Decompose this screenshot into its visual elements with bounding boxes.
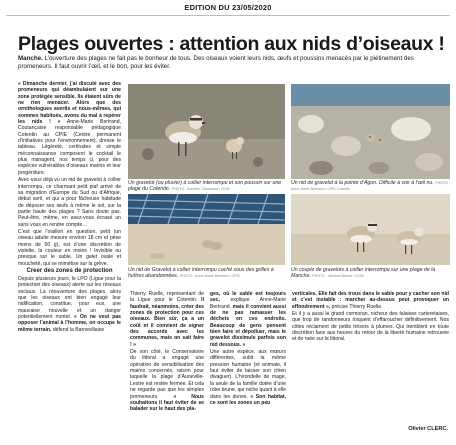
column-3 bbox=[210, 291, 286, 425]
photo-plover-couple bbox=[291, 194, 450, 265]
col3-p2-bold: « Son habitat, ce sont les zones un peu bbox=[210, 393, 286, 406]
col4-p1 bbox=[292, 291, 449, 310]
col1-p1-bold: « Dimanche dernier, j’ai discuté avec des promeneurs qui déambulaient sur une zone protégée sensible. Ils étaient sûrs de ne rien menacer. Alors que des ornithologues avertis et nous-mêmes, qui sommes habitués, avons du mal à repérer les nids ! » bbox=[18, 81, 121, 126]
photo-1-caption bbox=[128, 180, 285, 192]
column-4 bbox=[292, 291, 449, 421]
col4-p1-text: précise Thierry Ruelle. bbox=[330, 303, 383, 310]
col1-p4-text: Depuis plusieurs jours, le LPO (Ligue pour la protection des oiseaux) alerte sur les réseaux sociaux. La réouverture des plages, alors que les oiseaux ont bien engagé leur nidification, constitue, pour eux, une mauvaise nouvelle et un danger potentiellement mortel. bbox=[18, 275, 121, 321]
col1-p1-rest: Anne-Marie Bertrand, Coutançaise responsable pédagogique Cotentin au CPIE (Centre permanent d’initiatives pour l’environnement), dresse le tableau. Légèreté, certitudes et simple méconnaissance composent le cocktail le plus managent, nos temps ci, pour des espèces vulnérables d’oiseaux marins et leur progéniture. bbox=[18, 119, 121, 176]
lead-place: Manche. bbox=[18, 55, 43, 62]
col2-p1 bbox=[130, 291, 204, 348]
lead-text: L’ouverture des plages ne fait pas le bonheur de tous. Des oiseaux voient leurs nids, œufs et poussins menacés par le piétinement des promeneurs. Il faut ouvrir l’œil, et le bon, pour les éviter. bbox=[18, 55, 414, 71]
photo-1-caption-text: Un gravelot (ou pluvier) à collier interrompu et son poussin sur une plage du Cotentin. bbox=[128, 180, 282, 193]
column-1 bbox=[18, 81, 121, 425]
photo-2-caption-text: Un nid de gravelot à la pointe d’Agon. Difficile à voir à l’œil nu. bbox=[291, 180, 434, 186]
header-rule bbox=[6, 15, 450, 16]
col3-p1-bold: ges, où le sable est toujours sec, bbox=[210, 291, 286, 304]
headline: Plages ouvertes : attention aux nids d’oiseaux ! bbox=[18, 33, 445, 55]
photo-2-credit: PHOTO : Anne-Marie Bertrand / CPIE Cotentin bbox=[291, 181, 450, 192]
col3-p2-text: Une autre espèce, aux mœurs différentes, subit la même pression humaine (et animale, il faut éviter de laisser son chien divaguer). L’hirondelle de mage, la seule de la famille dotée d’une robe brune, qui niche quant à elle dans les dunes. bbox=[210, 349, 286, 400]
photo-3-caption-text: Un nid de Gravelot à collier interrompu caché sous des grilles à huîtres abandonnées. bbox=[128, 267, 274, 280]
col2-p2 bbox=[130, 349, 204, 412]
author-signature: Olivier CLERC. bbox=[408, 426, 448, 432]
photo-plover-with-chick bbox=[128, 84, 285, 179]
lead-paragraph bbox=[18, 55, 450, 71]
col1-p4 bbox=[18, 276, 121, 333]
col1-p4-bold: « On ne veut pas opposer l’animal à l’homme, on occupe le même terrain, bbox=[18, 314, 121, 333]
photo-oyster-grids bbox=[128, 194, 285, 265]
col2-p1-text: Thierry Ruelle, représentant de la Ligue pour le Cotentin. bbox=[130, 291, 204, 304]
col1-p2: Avec-vous déjà vu un nid de gravelot à collier interrompu, ce charmant petit piaf arrivé de sa migration d’Europe du Sud ou d’Afrique, début avril, et qui a pour fâcheuse habitude de déposer ses œufs à même le sol, sur la partie haute des plages ? Sans doute pas. Peut-être, même, en avez-vous écrasé un sans vous en rendre compte… bbox=[18, 177, 121, 228]
col2-p1-bold: Il faudrait, néanmoins, créer des zones de protection pour ces oiseaux. Bien sûr, ça a un coût et il convient de signer des accords avec les communes, mais on sait faire ! » bbox=[130, 297, 204, 348]
col2-p2-text: De son côté, le Conservatoire du littoral a engagé une opération de sensibilisation des maires concernés, raison pour laquelle la plage d’Auneville-Lestre est restée fermée. Et cela ne regarde pas que les simples promeneurs. bbox=[130, 349, 204, 400]
photo-nest-pebbles bbox=[291, 84, 450, 179]
column-2 bbox=[130, 291, 204, 425]
photo-2-caption bbox=[291, 180, 450, 192]
photo-3-caption bbox=[128, 267, 285, 279]
photo-4-caption-text: Un couple de gravelots à collier interrompu sur une plage de la Manche. bbox=[291, 267, 436, 280]
col4-p2: Et il y a aussi le grand cormoran, nicheur des falaises carteretaises, que trop de randonneurs risquent d’effaroucher définitivement. Nos côtes réclament de petits trésors à plumes. Qui tremblent en toute discrétion face aux heures du retour de la liberté humaine retrouvée et de ruée sur le littoral. bbox=[292, 311, 449, 343]
edition-date: EDITION DU 23/05/2020 bbox=[184, 3, 272, 12]
col3-p2 bbox=[210, 349, 286, 406]
col1-p4-end: défend la Barnevillaise bbox=[51, 326, 105, 333]
col3-p1-bold2: mais il convient aussi de ne pas ramasser les déchets en ces endroits. Beaucoup de gens pensent bien faire et dépolluer, mais le gravelot dissimule parfois son nid dessous. » bbox=[210, 303, 286, 348]
col1-p3: C’est que l’oisillon en question, petit (un oiseau adulte mesure environ 18 cm et pèse moins de 50 g), est d’une discrétion de violette, la couleur en moins ! Invisible ou presque sur le sable. Un galet ovale et moucheté, qui se mimétise sur la grève. bbox=[18, 228, 121, 267]
col2-p2-bold: « Nous souhaitons il faut éviter de se balader sur le haut des pla- bbox=[130, 393, 204, 413]
col3-p1-text: explique Anne-Marie Bertrand, bbox=[210, 297, 286, 310]
col1-subhead: Creer des zones de protection bbox=[26, 267, 113, 274]
photo-3-credit: PHOTO : Anne-Marie Bertrand / CPIE bbox=[179, 274, 240, 279]
photo-4-caption bbox=[291, 267, 450, 279]
col1-p1 bbox=[18, 81, 121, 176]
photo-1-credit: PHOTO : Aurelien Cloussand / GON bbox=[171, 187, 230, 192]
photo-4-credit: PHOTO : Maxime Brunet / GON bbox=[312, 274, 364, 279]
col3-p1 bbox=[210, 291, 286, 348]
col4-p1-bold: verticales. Elle fait des trous dans le sable pour y cacher son nid et c’est instable : marcher au-dessus peut provoquer un effondrement », bbox=[292, 291, 449, 310]
